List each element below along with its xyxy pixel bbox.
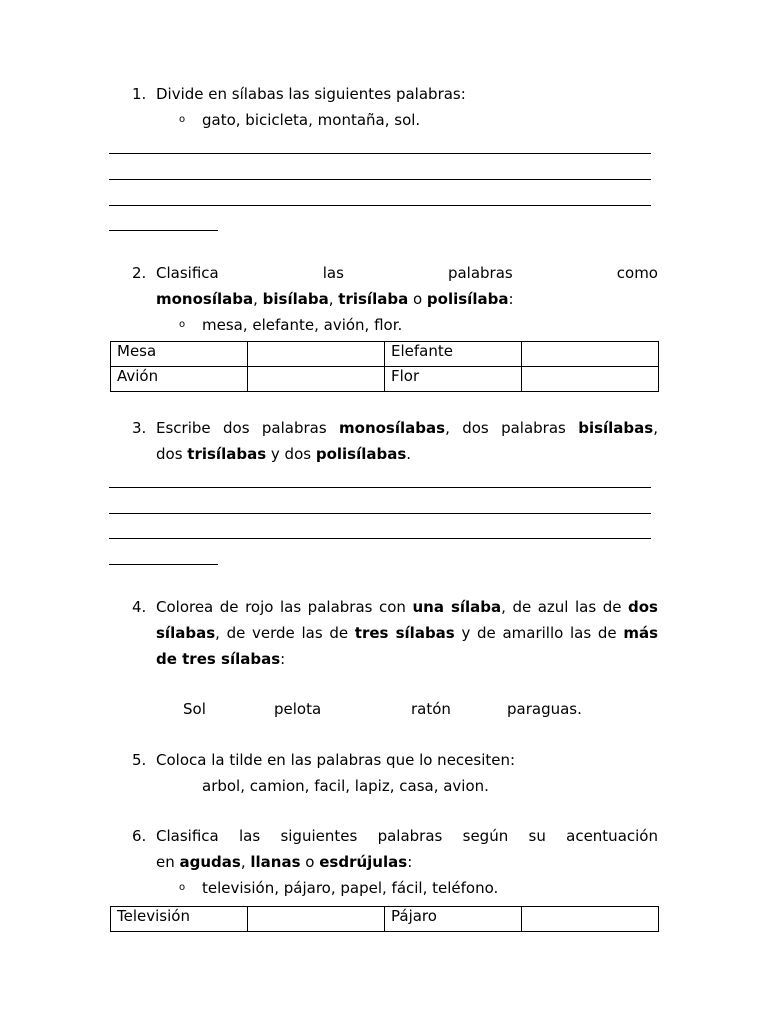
table-cell-answer[interactable] bbox=[522, 342, 659, 367]
q2-words: mesa, elefante, avión, flor. bbox=[202, 316, 403, 334]
q1-words: gato, bicicleta, montaña, sol. bbox=[202, 111, 421, 129]
q6-number: 6. bbox=[132, 827, 147, 845]
q5-words: arbol, camion, facil, lapiz, casa, avion. bbox=[202, 777, 489, 795]
table-cell-answer[interactable] bbox=[522, 367, 659, 392]
answer-line[interactable] bbox=[109, 487, 651, 488]
answer-line[interactable] bbox=[109, 179, 651, 180]
q4-word: paraguas. bbox=[507, 700, 582, 718]
q2-bullet: o bbox=[179, 319, 186, 330]
table-cell-answer[interactable] bbox=[248, 342, 385, 367]
q4-word: pelota bbox=[274, 700, 322, 718]
table-cell: Pájaro bbox=[385, 907, 522, 932]
q1-text: Divide en sílabas las siguientes palabras: bbox=[156, 85, 466, 103]
answer-line[interactable] bbox=[109, 538, 651, 539]
q4-text: Colorea de rojo las palabras con una sílaba, de azul las de dos sílabas, de verde las de tres sílabas y de amarillo las de más de tres sílabas: bbox=[156, 598, 658, 668]
q5-text: Coloca la tilde en las palabras que lo necesiten: bbox=[156, 751, 516, 769]
answer-line[interactable] bbox=[109, 230, 218, 231]
table-row bbox=[111, 342, 659, 367]
q6-table bbox=[110, 906, 659, 932]
q5-number: 5. bbox=[132, 751, 147, 769]
table-cell: Flor bbox=[385, 367, 522, 392]
q6-words: televisión, pájaro, papel, fácil, teléfono. bbox=[202, 879, 499, 897]
q4-word: ratón bbox=[411, 700, 451, 718]
q6-text: Clasifica las siguientes palabras según su acentuación en agudas, llanas o esdrújulas: bbox=[156, 827, 658, 871]
q4-number: 4. bbox=[132, 598, 147, 616]
table-cell: Mesa bbox=[111, 342, 248, 367]
answer-line[interactable] bbox=[109, 564, 218, 565]
table-cell-answer[interactable] bbox=[248, 367, 385, 392]
table-row bbox=[111, 367, 659, 392]
q6-bullet: o bbox=[179, 882, 186, 893]
table-cell-answer[interactable] bbox=[522, 907, 659, 932]
table-cell-answer[interactable] bbox=[248, 907, 385, 932]
table-cell: Avión bbox=[111, 367, 248, 392]
q3-number: 3. bbox=[132, 419, 147, 437]
q2-table bbox=[110, 341, 659, 392]
answer-line[interactable] bbox=[109, 513, 651, 514]
q2-number: 2. bbox=[132, 264, 147, 282]
table-cell: Elefante bbox=[385, 342, 522, 367]
q2-text: Clasifica las palabras como monosílaba, bisílaba, trisílaba o polisílaba: bbox=[156, 264, 658, 308]
q3-text: Escribe dos palabras monosílabas, dos palabras bisílabas, dos trisílabas y dos polisílabas. bbox=[156, 419, 658, 463]
q4-word: Sol bbox=[183, 700, 206, 718]
table-row bbox=[111, 907, 659, 932]
answer-line[interactable] bbox=[109, 205, 651, 206]
q1-bullet: o bbox=[179, 114, 186, 125]
table-cell: Televisión bbox=[111, 907, 248, 932]
q1-number: 1. bbox=[132, 85, 147, 103]
answer-line[interactable] bbox=[109, 153, 651, 154]
